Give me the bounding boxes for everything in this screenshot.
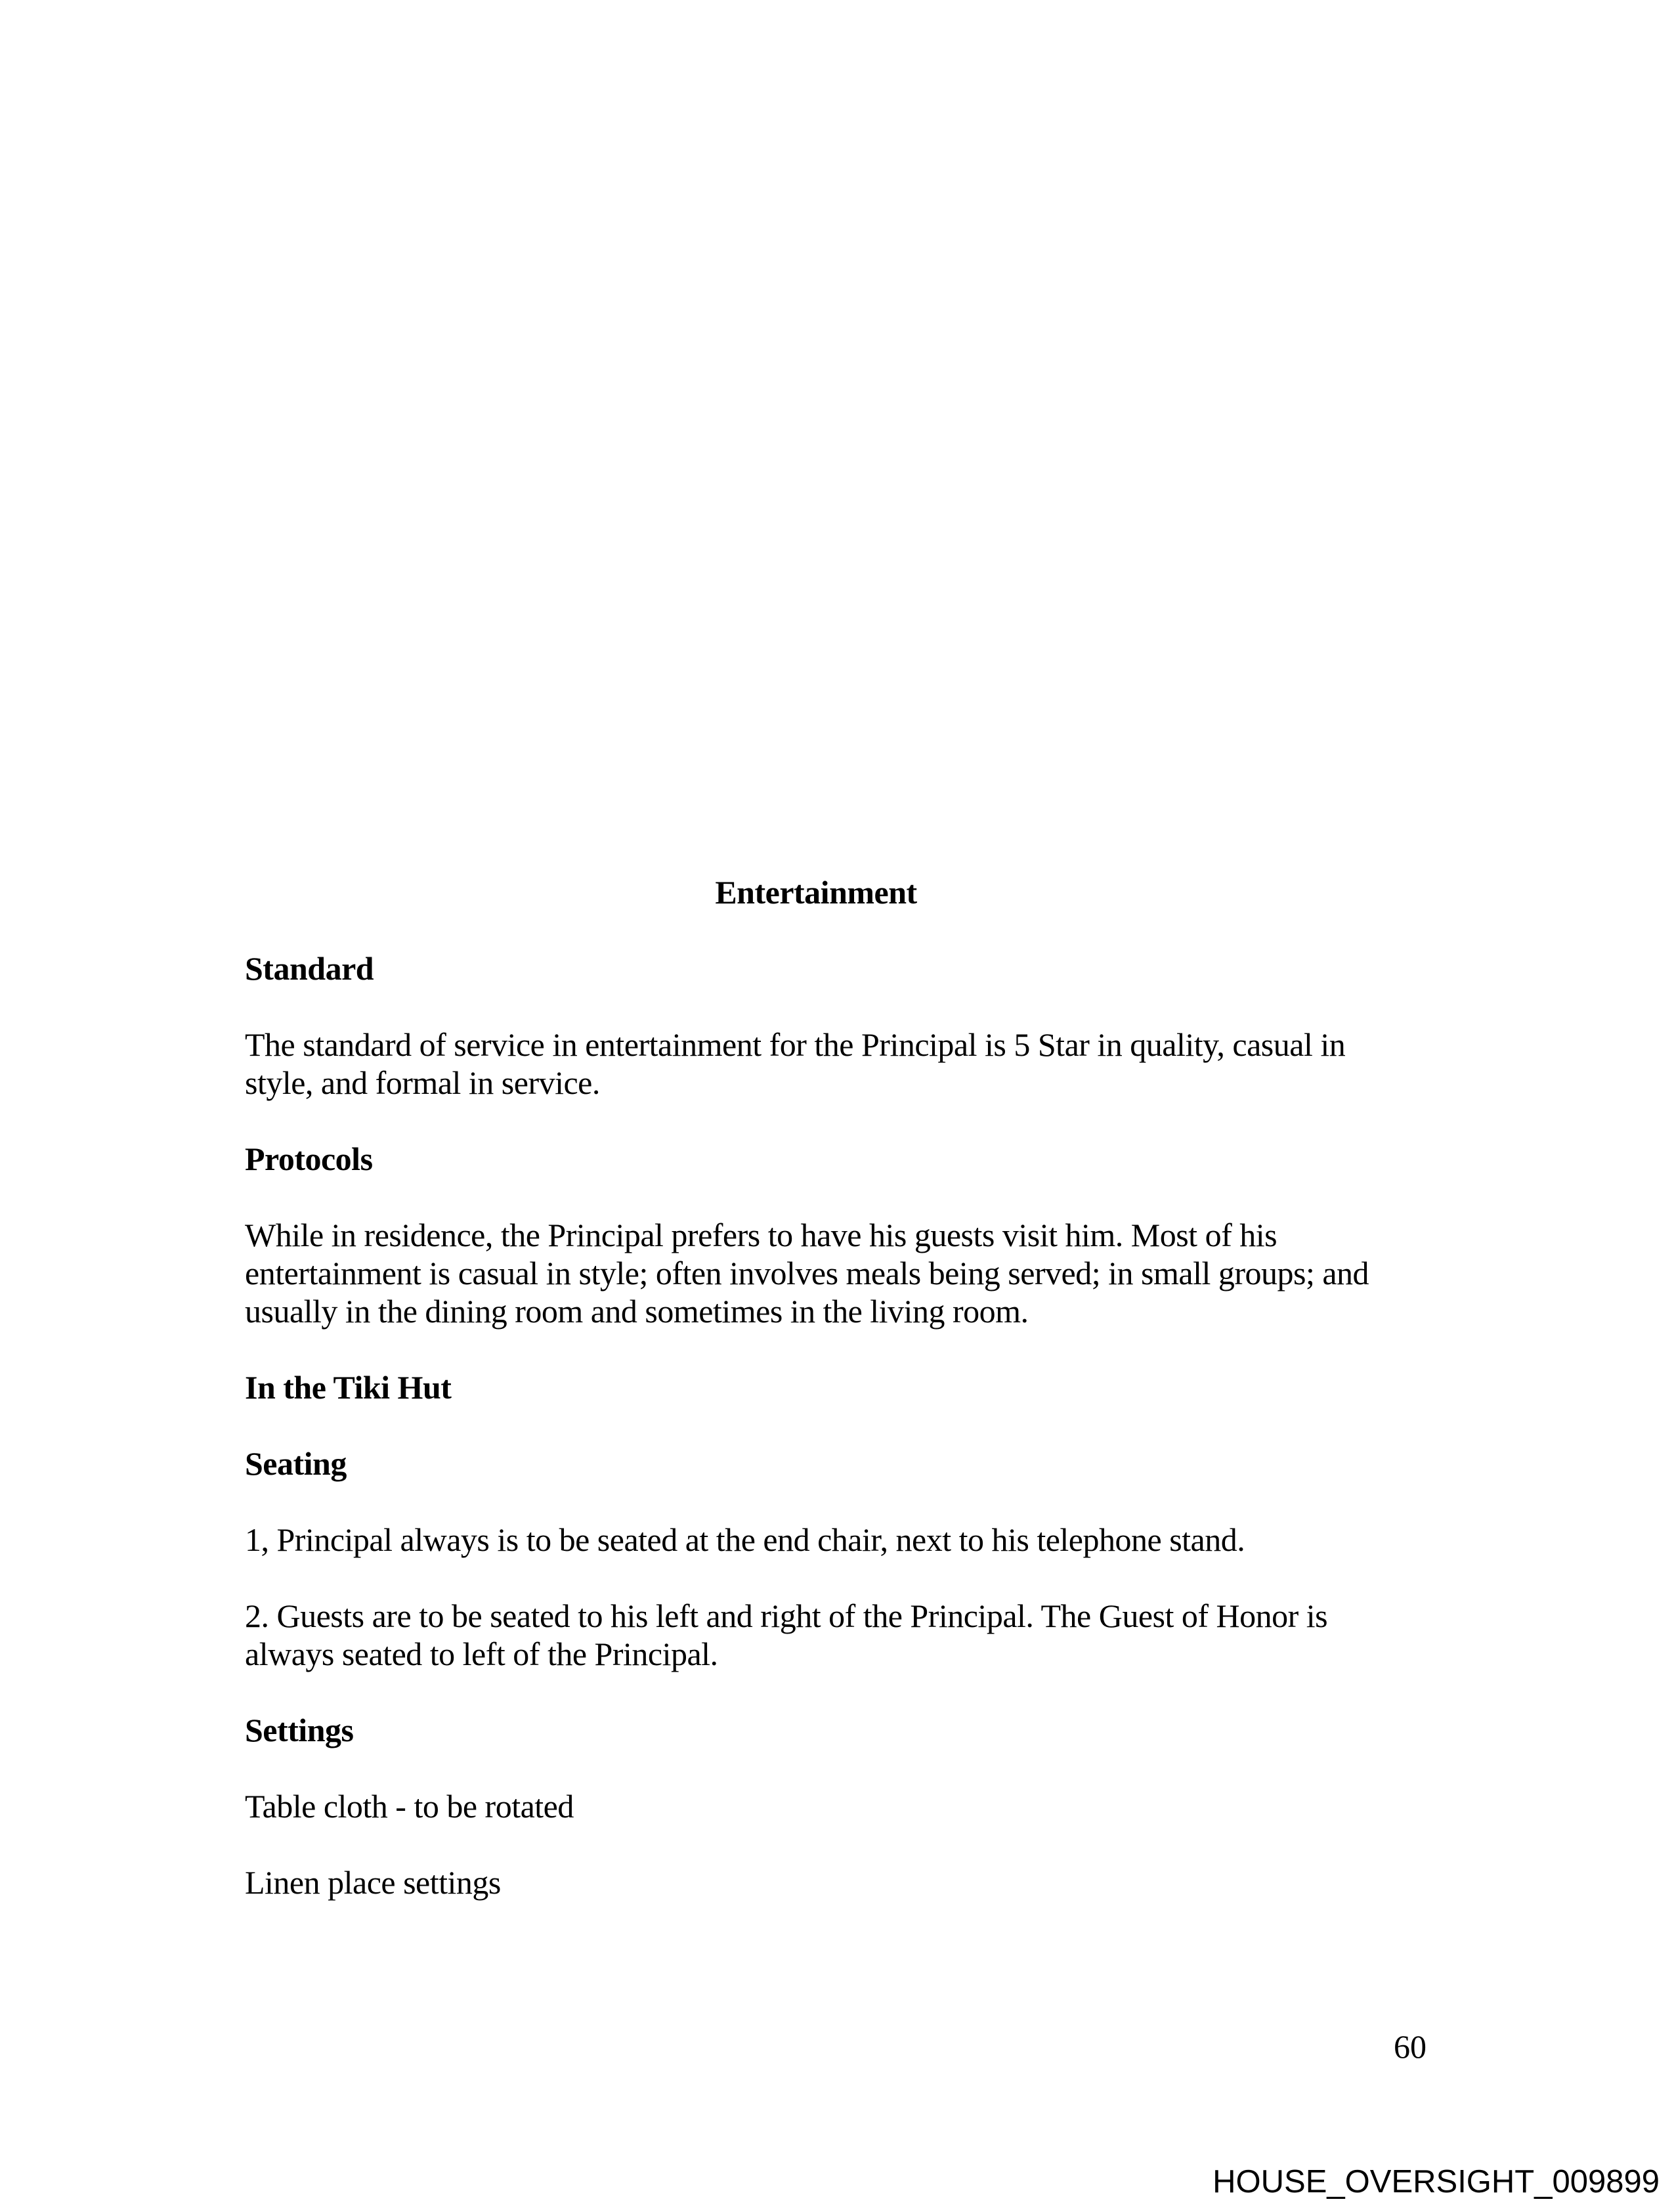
document-title: Entertainment <box>715 874 917 911</box>
heading-standard: Standard <box>245 950 374 987</box>
document-content <box>245 873 1420 1940</box>
bates-stamp: HOUSE_OVERSIGHT_009899 <box>1213 2164 1660 2200</box>
paragraph-seating-item-2: 2. Guests are to be seated to his left and right of the Principal. The Guest of Honor is always seated to left of the Principal. <box>245 1597 1328 1672</box>
heading-seating: Seating <box>245 1445 347 1482</box>
heading-settings: Settings <box>245 1712 354 1748</box>
paragraph-seating-item-1: 1, Principal always is to be seated at the end chair, next to his telephone stand. <box>245 1521 1245 1558</box>
heading-protocols: Protocols <box>245 1140 373 1177</box>
paragraph-standard: The standard of service in entertainment for the Principal is 5 Star in quality, casual in style, and formal in service. <box>245 1026 1346 1101</box>
heading-in-the-tiki-hut: In the Tiki Hut <box>245 1369 452 1406</box>
paragraph-settings-tablecloth: Table cloth - to be rotated <box>245 1788 574 1825</box>
paragraph-settings-linen: Linen place settings <box>245 1864 501 1901</box>
paragraph-protocols: While in residence, the Principal prefers to have his guests visit him. Most of his entertainment is casual in style; often involves meals being served; in small groups; and usually in the dining room and sometimes in the living room. <box>245 1217 1369 1330</box>
page-number: 60 <box>1394 2028 1427 2065</box>
